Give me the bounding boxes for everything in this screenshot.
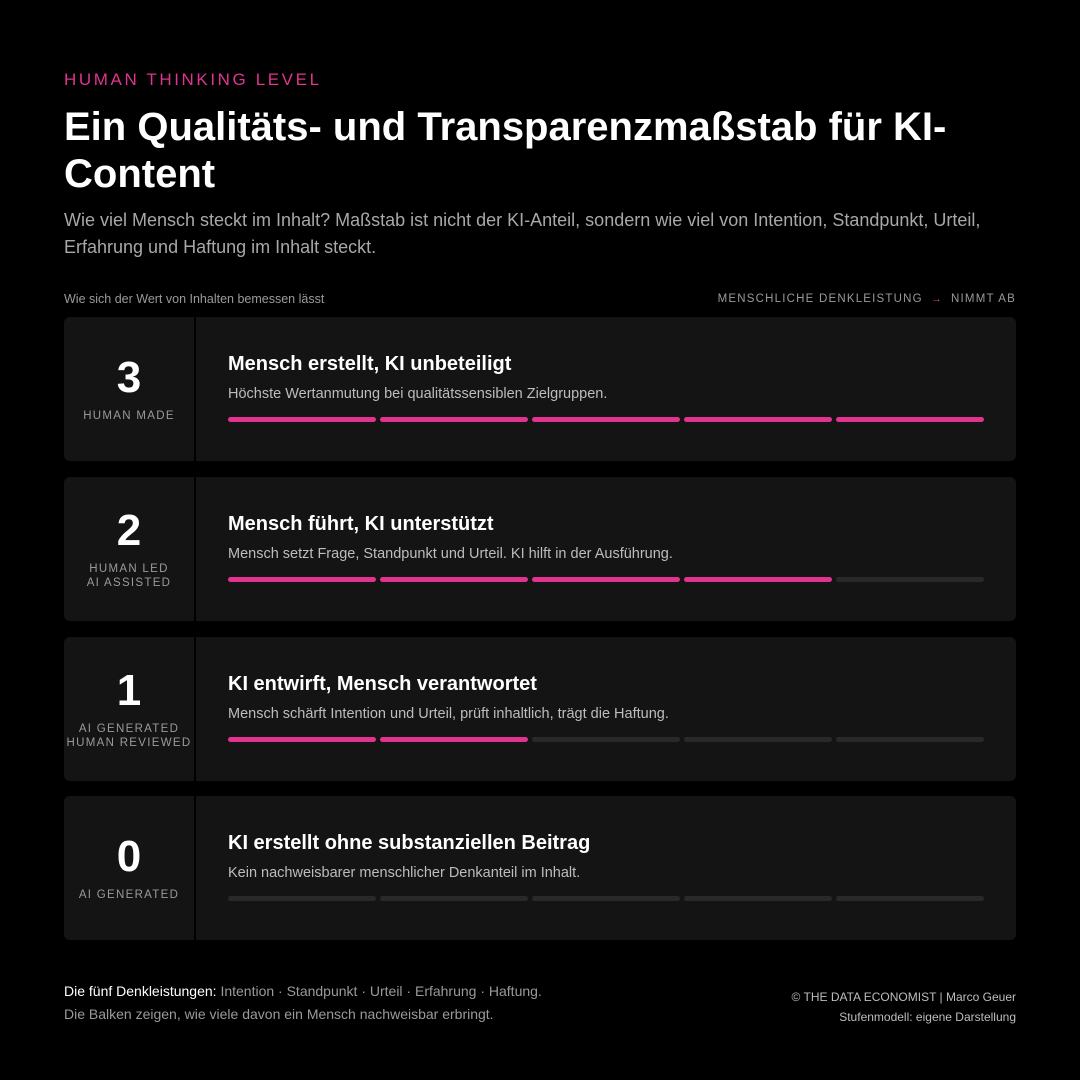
level-card-3 — [64, 317, 1016, 461]
arrow-right-icon: → — [930, 293, 944, 305]
bar-segment-empty — [380, 896, 528, 901]
bar-segment-empty — [532, 896, 680, 901]
bar-segment-empty — [684, 896, 832, 901]
level-title: Mensch erstellt, KI unbeteiligt — [228, 353, 512, 375]
bar-segment-empty — [836, 896, 984, 901]
level-title: Mensch führt, KI unterstützt — [228, 513, 494, 535]
scale-label-end: NIMMT AB — [951, 293, 1016, 305]
level-bars — [228, 896, 984, 902]
level-tag — [83, 409, 175, 423]
level-bars — [228, 577, 984, 583]
level-tag — [87, 562, 172, 590]
page-subtitle: Wie viel Mensch steckt im Inhalt? Maßstab ist nicht der KI-Anteil, sondern wie viel von Intention, Standpunkt, Urteil, Erfahrung und Haftung im Inhalt steckt. — [64, 210, 981, 257]
bar-segment-filled — [380, 737, 528, 742]
bar-segment-empty — [684, 737, 832, 742]
bar-segment-filled — [532, 417, 680, 422]
level-tag-line: AI ASSISTED — [86, 577, 172, 589]
level-tag-line: HUMAN MADE — [83, 410, 175, 422]
level-title: KI erstellt ohne substanziellen Beitrag — [228, 832, 591, 854]
level-tag-line: AI GENERATED — [78, 889, 180, 901]
level-title: KI entwirft, Mensch verantwortet — [228, 673, 537, 695]
level-tag — [79, 888, 179, 902]
bar-segment-empty — [836, 737, 984, 742]
bar-segment-filled — [684, 577, 832, 582]
footer-items: Intention · Standpunkt · Urteil · Erfahrung · Haftung. — [220, 983, 542, 999]
bar-segment-filled — [684, 417, 832, 422]
level-bars — [228, 737, 984, 743]
bar-segment-empty — [836, 577, 984, 582]
level-tag-line: AI GENERATED — [78, 723, 180, 735]
bar-segment-filled — [228, 737, 376, 742]
footer-lead: Die fünf Denkleistungen: — [64, 983, 217, 999]
footer-line-2: Die Balken zeigen, wie viele davon ein Mensch nachweisbar erbringt. — [64, 1006, 494, 1022]
level-number: 1 — [116, 666, 142, 715]
level-content — [228, 477, 984, 621]
scale-direction-label — [718, 293, 1016, 305]
bar-segment-filled — [228, 577, 376, 582]
level-description: Mensch schärft Intention und Urteil, prüft inhaltlich, trägt die Haftung. — [228, 706, 669, 722]
level-description: Höchste Wertanmutung bei qualitätssensiblen Zielgruppen. — [228, 386, 608, 402]
level-badge — [64, 317, 196, 461]
bar-segment-filled — [228, 417, 376, 422]
level-number: 2 — [116, 506, 142, 555]
infographic — [64, 0, 1016, 1080]
level-tag-line: HUMAN REVIEWED — [66, 737, 192, 749]
level-badge — [64, 796, 196, 940]
eyebrow-label: HUMAN THINKING LEVEL — [64, 70, 322, 89]
level-content — [228, 637, 984, 781]
level-badge — [64, 477, 196, 621]
page-title: Ein Qualitäts- und Transparenzmaßstab für KI-Content — [64, 105, 947, 196]
level-card-1 — [64, 637, 1016, 781]
credit-line: © THE DATA ECONOMIST | Marco Geuer — [791, 990, 1016, 1004]
level-content — [228, 796, 984, 940]
source-line: Stufenmodell: eigene Darstellung — [839, 1010, 1016, 1024]
level-card-0 — [64, 796, 1016, 940]
level-card-2 — [64, 477, 1016, 621]
scale-label-start: MENSCHLICHE DENKLEISTUNG — [717, 293, 923, 305]
section-label: Wie sich der Wert von Inhalten bemessen lässt — [64, 292, 325, 306]
bar-segment-empty — [532, 737, 680, 742]
bar-segment-filled — [532, 577, 680, 582]
footer-credits — [792, 987, 1016, 1027]
level-description: Mensch setzt Frage, Standpunkt und Urteil. KI hilft in der Ausführung. — [228, 546, 673, 562]
level-tag-line: HUMAN LED — [89, 563, 169, 575]
bar-segment-empty — [228, 896, 376, 901]
level-tag — [67, 722, 192, 750]
footer-line-1 — [64, 980, 542, 1003]
bar-segment-filled — [836, 417, 984, 422]
bar-segment-filled — [380, 577, 528, 582]
level-bars — [228, 417, 984, 423]
footer-note — [64, 980, 542, 1026]
level-number: 0 — [116, 832, 142, 881]
bar-segment-filled — [380, 417, 528, 422]
level-content — [228, 317, 984, 461]
level-number: 3 — [116, 353, 142, 402]
level-description: Kein nachweisbarer menschlicher Denkanteil im Inhalt. — [228, 865, 581, 881]
level-badge — [64, 637, 196, 781]
